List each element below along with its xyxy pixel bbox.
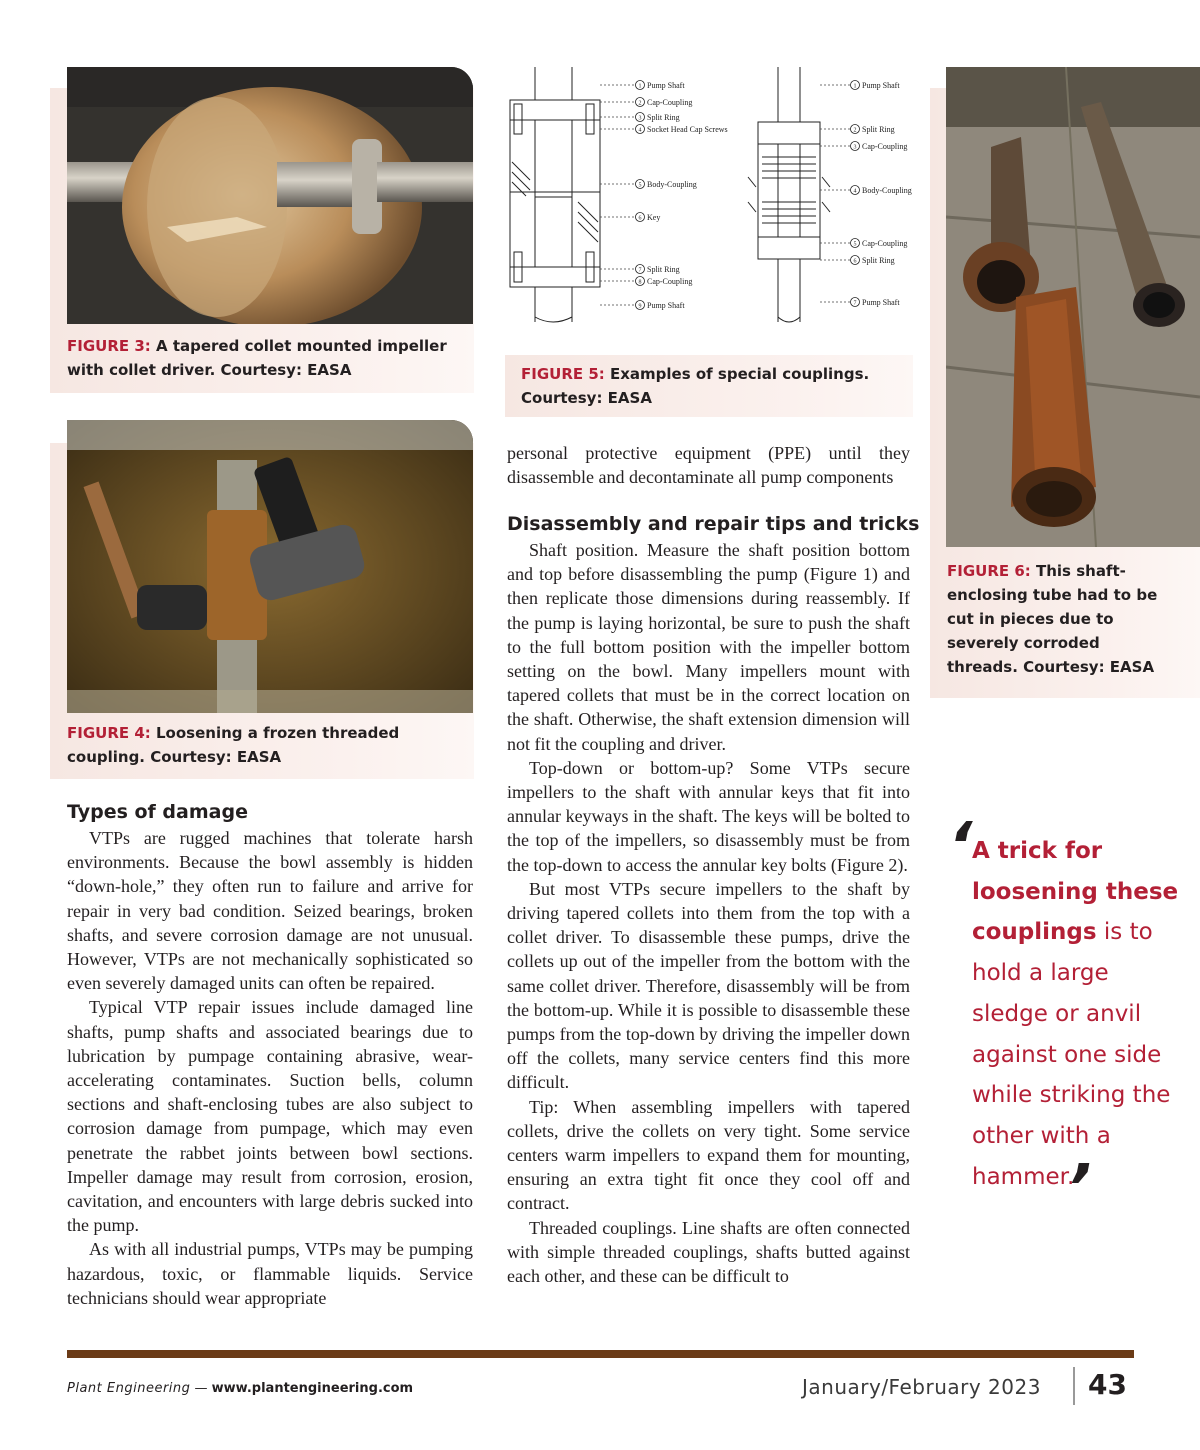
left-callout-number: 5 — [638, 182, 642, 189]
right-callout-label: Pump Shaft — [862, 298, 900, 307]
left-callout-number: 3 — [638, 115, 642, 122]
right-callout-number: 2 — [853, 127, 857, 134]
page-number: 43 — [1088, 1368, 1127, 1401]
figure-6-caption — [947, 559, 1167, 679]
left-callout-label: Key — [647, 213, 661, 222]
figure-6-photo — [946, 67, 1200, 547]
threaded-coupling-image — [67, 420, 473, 713]
footer-dash: — — [190, 1381, 212, 1396]
right-callout-label: Pump Shaft — [862, 81, 900, 90]
figure-3-photo — [67, 67, 473, 324]
right-callout-labels — [820, 81, 912, 308]
pull-quote-bold: A trick for loosening these couplings — [972, 838, 1179, 946]
left-callout-label: Split Ring — [647, 265, 680, 274]
right-callout-number: 6 — [853, 258, 857, 265]
middle-paragraph-5: Threaded couplings. Line shafts are often connected with simple threaded couplings, shafts butted against each other, and these can be difficult to — [507, 1217, 910, 1287]
left-callout-number: 6 — [638, 215, 642, 222]
middle-column-continuation — [507, 441, 910, 489]
middle-paragraph-2: Top-down or bottom-up? Some VTPs secure impellers to the shaft with annular keys that fit into annular keyways in the shaft. The keys will be bolted to the top of the impellers, so disassembly must be from the top-down to access the annular key bolts (Figure 2). — [507, 757, 910, 875]
middle-paragraph-4: Tip: When assembling impellers with tapered collets, drive the collets on very tight. Some service centers warm impellers to expand them for mounting, ensuring an extra tight fit once they cool off and contract. — [507, 1096, 910, 1214]
figure-5-label: FIGURE 5: — [521, 365, 605, 383]
left-callout-label: Socket Head Cap Screws — [647, 125, 728, 134]
figure-3-caption — [67, 334, 462, 382]
right-coupling-drawing — [748, 67, 830, 322]
publication-url[interactable]: www.plantengineering.com — [211, 1381, 414, 1396]
close-quote-mark: ’ — [1067, 1152, 1092, 1226]
left-coupling-drawing — [510, 67, 600, 322]
figure-5-diagram — [500, 62, 920, 327]
left-column-body — [67, 826, 473, 1310]
disassembly-heading: Disassembly and repair tips and tricks — [507, 513, 920, 535]
impeller-image — [67, 67, 473, 324]
left-callout-labels — [600, 81, 728, 311]
middle-paragraph-3: But most VTPs secure impellers to the shaft by driving tapered collets into them from the top with a collet driver. To disassemble these pumps, drive the collets up out of the impeller from the bottom with the same collet driver. Therefore, disassembly will be from the bottom-up. While it is possible to disassemble these pumps from the top-down by driving the impeller down off the collets, many service centers find this more difficult. — [507, 878, 910, 1093]
left-callout-label: Body-Coupling — [647, 180, 697, 189]
footer-rule — [67, 1350, 1134, 1358]
pull-quote — [972, 831, 1187, 1197]
left-paragraph-1: VTPs are rugged machines that tolerate harsh environments. Because the bowl assembly is hidden “down-hole,” they often run to failure and arrive for repair in very bad condition. Seized bearings, broken shafts, and severe corrosion damage are not unusual. However, VTPs are not mechanically sophisticated so even severely damaged units can often be repaired. — [67, 828, 473, 994]
publication-name: Plant Engineering — [67, 1381, 191, 1396]
figure-6-label: FIGURE 6: — [947, 562, 1031, 580]
right-callout-number: 5 — [853, 241, 857, 248]
right-callout-number: 3 — [853, 144, 857, 151]
right-callout-number: 1 — [853, 83, 857, 90]
coupling-diagram — [500, 62, 920, 327]
left-callout-number: 4 — [638, 127, 642, 134]
left-callout-number: 8 — [638, 279, 642, 286]
middle-continuation-text: personal protective equipment (PPE) until they disassemble and decontaminate all pump components — [507, 443, 910, 488]
figure-5-caption — [521, 362, 881, 410]
left-callout-number: 2 — [638, 100, 642, 107]
figure-4-caption — [67, 721, 462, 769]
left-callout-label: Cap-Coupling — [647, 277, 693, 286]
figure-3-text: A tapered collet mounted impeller with collet driver. Courtesy: EASA — [67, 337, 447, 379]
left-callout-label: Cap-Coupling — [647, 98, 693, 107]
figure-5-text: Examples of special couplings. Courtesy: EASA — [521, 365, 870, 407]
right-callout-label: Body-Coupling — [862, 186, 912, 195]
middle-column-body — [507, 538, 910, 1288]
open-quote-mark: ‘ — [948, 810, 973, 884]
right-callout-label: Split Ring — [862, 256, 895, 265]
left-paragraph-3: As with all industrial pumps, VTPs may be pumping hazardous, toxic, or flammable liquids. Service technicians should wear appropriate — [67, 1239, 473, 1308]
figure-4-text: Loosening a frozen threaded coupling. Courtesy: EASA — [67, 724, 400, 766]
figure-4-photo — [67, 420, 473, 713]
left-callout-label: Pump Shaft — [647, 301, 685, 310]
figure-3-label: FIGURE 3: — [67, 337, 151, 355]
right-callout-label: Cap-Coupling — [862, 142, 908, 151]
left-callout-label: Pump Shaft — [647, 81, 685, 90]
left-paragraph-2: Typical VTP repair issues include damaged line shafts, pump shafts and associated bearings due to lubrication by pumpage containing abrasive, wear-accelerating contaminates. Suction bells, column sections and shaft-enclosing tubes are also subject to corrosion damage from pumpage, which may even penetrate the rabbet joints between bowl sections. Impeller damage may result from corrosion, erosion, cavitation, and encounters with large debris sucked into the pump. — [67, 997, 473, 1236]
right-callout-number: 4 — [853, 188, 857, 195]
figure-4-label: FIGURE 4: — [67, 724, 151, 742]
footer-separator — [1073, 1367, 1075, 1405]
corroded-tube-image — [946, 67, 1200, 547]
right-callout-number: 7 — [853, 300, 857, 307]
right-callout-label: Split Ring — [862, 125, 895, 134]
middle-paragraph-1: Shaft position. Measure the shaft position bottom and top before disassembling the pump (Figure 1) and then replicate those dimensions during reassembly. If the pump is laying horizontal, be sure to push the shaft to the full bottom position with the impeller bottom setting on the bowl. Many impellers mount with tapered collets that must be in the correct location on the shaft. Otherwise, the shaft extension dimension will not fit the coupling and driver. — [507, 540, 910, 754]
left-callout-number: 1 — [638, 83, 642, 90]
left-callout-label: Split Ring — [647, 113, 680, 122]
right-callout-label: Cap-Coupling — [862, 239, 908, 248]
issue-date: January/February 2023 — [802, 1375, 1041, 1399]
figure-6-text: This shaft-enclosing tube had to be cut in pieces due to severely corroded threads. Courtesy: EASA — [947, 562, 1158, 676]
pull-quote-rest: is to hold a large sledge or anvil against one side while striking the other with a hammer. — [972, 919, 1171, 1190]
left-callout-number: 9 — [638, 303, 642, 310]
left-callout-number: 7 — [638, 267, 642, 274]
types-of-damage-heading: Types of damage — [67, 801, 248, 823]
footer-publication — [67, 1381, 413, 1396]
